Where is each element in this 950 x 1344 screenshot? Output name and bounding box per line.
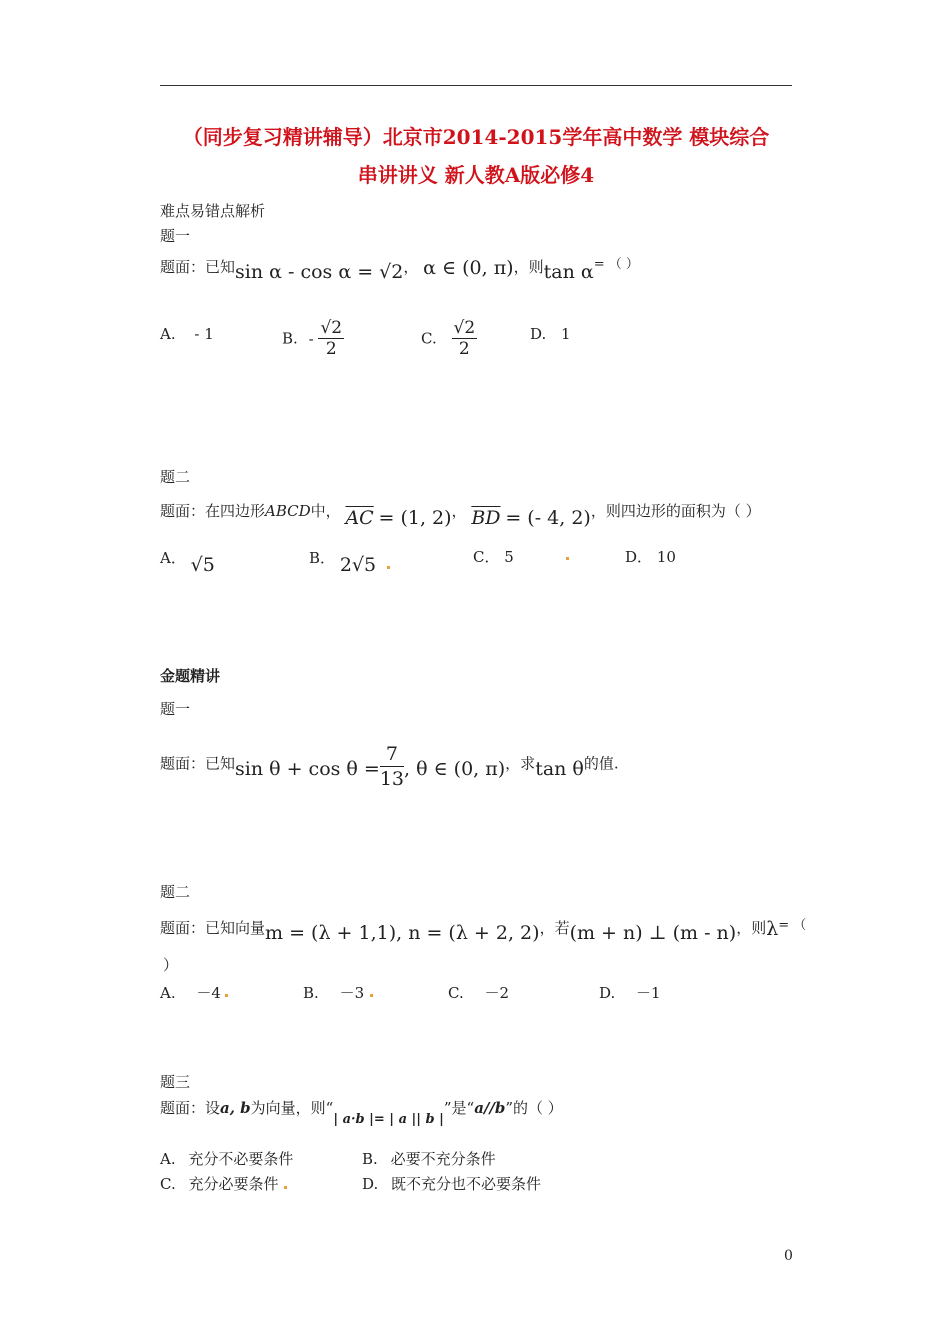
s2q3-mid2: ”是“ xyxy=(443,1099,475,1117)
s2q3-option-c xyxy=(160,1173,279,1194)
q2-option-b xyxy=(309,546,377,576)
q1-expr1: sin α - cos α = √2 xyxy=(235,261,404,283)
q1-option-b xyxy=(282,318,344,359)
q2-eq1: = (1, 2) xyxy=(378,507,452,529)
s2-q1-stem xyxy=(160,740,619,789)
page-number: 0 xyxy=(784,1248,793,1264)
s2q3-cond: a//b xyxy=(474,1099,506,1117)
option-fraction xyxy=(318,318,344,359)
q1-sep1: ， xyxy=(403,258,419,276)
frac-num: 7 xyxy=(380,742,404,767)
section-heading-difficult: 难点易错点解析 xyxy=(160,202,266,220)
s2q3-vars: a, b xyxy=(220,1099,251,1117)
option-letter: C. xyxy=(421,329,437,348)
option-letter: D. xyxy=(530,325,547,343)
s2q3-mid: 为向量，则“ xyxy=(250,1099,334,1117)
option-value: －2 xyxy=(484,984,510,1002)
q2-abcd: ABCD xyxy=(265,502,311,520)
s2q2-option-d xyxy=(599,982,661,1003)
option-letter: D. xyxy=(362,1175,379,1193)
marker-dot xyxy=(370,994,373,997)
q1-option-d xyxy=(530,325,571,343)
option-value: 充分必要条件 xyxy=(188,1175,279,1193)
q2-option-d xyxy=(625,546,676,567)
q2-option-a xyxy=(160,546,215,576)
s2q2-expr2: (m + n) ⊥ (m - n) xyxy=(569,922,737,944)
s2q1-fraction xyxy=(380,742,404,791)
q1-option-c xyxy=(421,318,477,359)
s2q1-expr1: sin θ + cos θ = xyxy=(235,757,380,780)
option-letter: B． xyxy=(309,549,336,567)
option-letter: B. xyxy=(282,329,298,348)
option-value: 1 xyxy=(561,325,571,343)
option-value: - 1 xyxy=(194,325,214,343)
s2q1-mid: ，求 xyxy=(505,754,536,773)
s2-q3-label: 题三 xyxy=(160,1073,191,1091)
s2-q3-stem xyxy=(160,1098,563,1127)
frac-num: √2 xyxy=(453,318,476,338)
frac-den: 13 xyxy=(379,768,405,790)
s2q1-expr2: , θ ∈ (0, π) xyxy=(404,757,506,780)
s2-q2-wrap: ） xyxy=(163,956,179,974)
option-letter: B. xyxy=(362,1150,378,1168)
option-letter: A. xyxy=(160,984,176,1002)
option-value: 10 xyxy=(656,548,676,566)
q2-eq2: = (- 4, 2) xyxy=(505,507,591,529)
s2q2-expr3: λ xyxy=(766,918,779,940)
s2-q2-label: 题二 xyxy=(160,883,191,901)
s2q3-suffix: ”的（ ） xyxy=(505,1099,563,1117)
s2q3-option-a xyxy=(160,1148,293,1169)
q2-option-c xyxy=(473,546,514,567)
option-value: 5 xyxy=(504,548,514,566)
q2-prefix: 题面：在四边形 xyxy=(160,502,266,520)
s2-q1-label: 题一 xyxy=(160,700,191,718)
option-value: －4 xyxy=(196,984,221,1002)
s2q2-option-b xyxy=(303,982,364,1003)
s2q2-option-a xyxy=(160,982,221,1003)
option-letter: A. xyxy=(160,1150,176,1168)
q2-label: 题二 xyxy=(160,468,191,486)
q2-stem xyxy=(160,500,761,529)
s2q3-option-b xyxy=(362,1148,496,1169)
option-value: 2√5 xyxy=(339,554,377,576)
q1-prefix: 题面：已知 xyxy=(160,258,236,276)
s2q2-suffix: = （ xyxy=(778,918,807,933)
q1-option-a xyxy=(160,325,214,343)
marker-dot xyxy=(225,994,228,997)
q1-suffix: = （ ） xyxy=(593,257,639,272)
s2q2-mid2: ，则 xyxy=(736,919,767,937)
option-letter: B. xyxy=(303,984,319,1002)
q1-sep2: ，则 xyxy=(513,258,544,276)
s2q1-suffix: 的值. xyxy=(583,754,619,773)
option-letter: C. xyxy=(448,984,464,1002)
marker-dot xyxy=(284,1186,287,1189)
option-sign: - xyxy=(308,329,314,348)
option-letter: A． xyxy=(160,549,186,567)
s2q2-mid: ，若 xyxy=(539,919,570,937)
s2q3-option-d xyxy=(362,1173,541,1194)
q1-stem xyxy=(160,256,639,283)
header-rule xyxy=(160,85,792,86)
option-letter: D． xyxy=(625,548,653,566)
option-letter: A. xyxy=(160,325,176,343)
s2q3-expr: | a·b |= | a || b | xyxy=(333,1112,444,1127)
option-value: 既不充分也不必要条件 xyxy=(391,1175,542,1193)
q1-expr2: α ∈ (0, π) xyxy=(423,257,514,279)
frac-den: 2 xyxy=(325,339,337,359)
frac-num: √2 xyxy=(320,318,343,338)
doc-title-line2: 串讲讲义 新人教A版必修4 xyxy=(357,163,595,187)
s2q2-option-c xyxy=(448,982,509,1003)
option-fraction xyxy=(452,318,478,359)
q2-vec-bd: $\overline{BD}$ xyxy=(471,507,501,529)
option-letter: D. xyxy=(599,984,616,1002)
s2q2-expr1: m = (λ + 1,1), n = (λ + 2, 2) xyxy=(265,922,540,944)
option-value: －3 xyxy=(339,984,365,1002)
q1-expr3: tan α xyxy=(543,261,594,283)
option-letter: C． xyxy=(473,548,500,566)
s2q1-expr3: tan θ xyxy=(535,757,584,780)
frac-den: 2 xyxy=(458,339,470,359)
option-value: 充分不必要条件 xyxy=(188,1150,294,1168)
q2-sep: ， xyxy=(451,502,467,520)
marker-dot xyxy=(566,557,569,560)
section-heading-golden: 金题精讲 xyxy=(160,667,221,685)
s2q1-prefix: 题面：已知 xyxy=(160,754,236,773)
q1-label: 题一 xyxy=(160,227,191,245)
doc-title-line1: （同步复习精讲辅导）北京市2014-2015学年高中数学 模块综合 xyxy=(182,125,770,149)
s2q3-prefix: 题面：设 xyxy=(160,1099,221,1117)
q2-suffix: ，则四边形的面积为（ ） xyxy=(590,502,761,520)
q2-mid: 中， xyxy=(310,502,341,520)
s2-q2-stem xyxy=(160,917,807,944)
marker-dot xyxy=(387,566,390,569)
option-value: －1 xyxy=(636,984,661,1002)
option-value: √5 xyxy=(190,554,215,576)
option-value: 必要不充分条件 xyxy=(390,1150,496,1168)
s2q2-prefix: 题面：已知向量 xyxy=(160,919,266,937)
option-letter: C. xyxy=(160,1175,176,1193)
q2-vec-ac: $\overline{AC}$ xyxy=(345,507,374,529)
